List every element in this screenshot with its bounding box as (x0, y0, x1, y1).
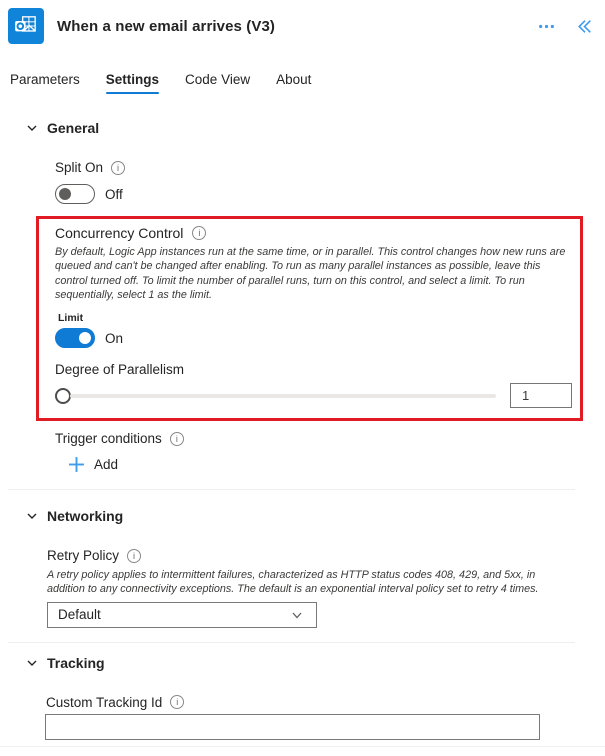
chevron-down-icon (26, 122, 38, 134)
concurrency-control-row (55, 225, 572, 241)
limit-label: Limit (58, 312, 84, 324)
split-on-toggle-row (55, 184, 605, 204)
page-title: When a new email arrives (V3) (57, 17, 275, 35)
section-networking-label: Networking (47, 508, 124, 524)
custom-tracking-id-label: Custom Tracking Id (46, 694, 163, 710)
tab-code-view[interactable]: Code View (185, 72, 251, 87)
section-divider (8, 642, 575, 643)
more-actions-icon[interactable] (537, 17, 555, 35)
bottom-divider (0, 746, 605, 747)
section-networking[interactable] (26, 508, 605, 524)
slider-track[interactable] (70, 394, 496, 398)
chevron-down-icon (26, 510, 38, 522)
section-divider (8, 489, 575, 490)
trigger-conditions-row (55, 431, 605, 446)
split-on-label: Split On (55, 160, 104, 175)
retry-policy-dropdown[interactable] (47, 602, 317, 628)
parallelism-value-input[interactable] (510, 383, 572, 408)
section-general[interactable] (26, 120, 605, 136)
custom-tracking-id-input[interactable] (45, 714, 540, 740)
chevron-down-icon (290, 608, 304, 622)
section-general-label: General (47, 120, 100, 136)
split-on-state: Off (105, 186, 123, 202)
header-actions (537, 17, 595, 35)
limit-toggle-row (55, 328, 572, 348)
retry-policy-selected: Default (58, 607, 101, 622)
tab-about[interactable]: About (276, 72, 312, 87)
split-on-row (55, 160, 605, 175)
split-on-toggle[interactable] (55, 184, 95, 204)
info-icon[interactable] (170, 432, 184, 446)
chevron-down-icon (26, 657, 38, 669)
concurrency-control-label: Concurrency Control (55, 225, 184, 241)
info-icon[interactable] (192, 226, 206, 240)
add-label: Add (94, 457, 119, 472)
retry-policy-row (47, 548, 605, 563)
outlook-icon (8, 8, 44, 44)
retry-policy-label: Retry Policy (47, 548, 120, 563)
tab-parameters[interactable]: Parameters (10, 72, 80, 87)
panel-header (0, 0, 605, 46)
plus-icon (68, 456, 85, 473)
limit-toggle[interactable] (55, 328, 95, 348)
retry-policy-description: A retry policy applies to intermittent failures, characterized as HTTP status codes 408, 429, and 5xx, in addition to any connectivity exceptions. The default is an exponential interval policy set to retry 4 times. (47, 569, 539, 596)
info-icon[interactable] (170, 695, 184, 709)
concurrency-highlight-box (36, 216, 583, 421)
degree-of-parallelism-label: Degree of Parallelism (55, 362, 185, 377)
section-tracking[interactable] (26, 655, 605, 671)
section-tracking-label: Tracking (47, 654, 105, 671)
slider-thumb[interactable] (55, 388, 71, 404)
info-icon[interactable] (111, 161, 125, 175)
info-icon[interactable] (127, 549, 141, 563)
custom-tracking-id-row (46, 695, 605, 710)
trigger-conditions-label: Trigger conditions (55, 431, 162, 446)
concurrency-description: By default, Logic App instances run at the same time, or in parallel. This control changes how new runs are queued and can't be changed after enabling. To run as many parallel instances as possible, leave this control turned off. To limit the number of parallel runs, turn on this control, and select a limit. To run sequentially, select 1 as the limit. (55, 246, 566, 301)
toggle-knob (79, 332, 91, 344)
parallelism-slider-row (55, 383, 572, 408)
tab-settings[interactable]: Settings (106, 72, 159, 94)
tab-bar (0, 72, 605, 94)
add-trigger-condition-button[interactable] (68, 456, 118, 473)
toggle-knob (59, 188, 71, 200)
collapse-panel-icon[interactable] (575, 17, 593, 35)
limit-state: On (105, 330, 124, 346)
